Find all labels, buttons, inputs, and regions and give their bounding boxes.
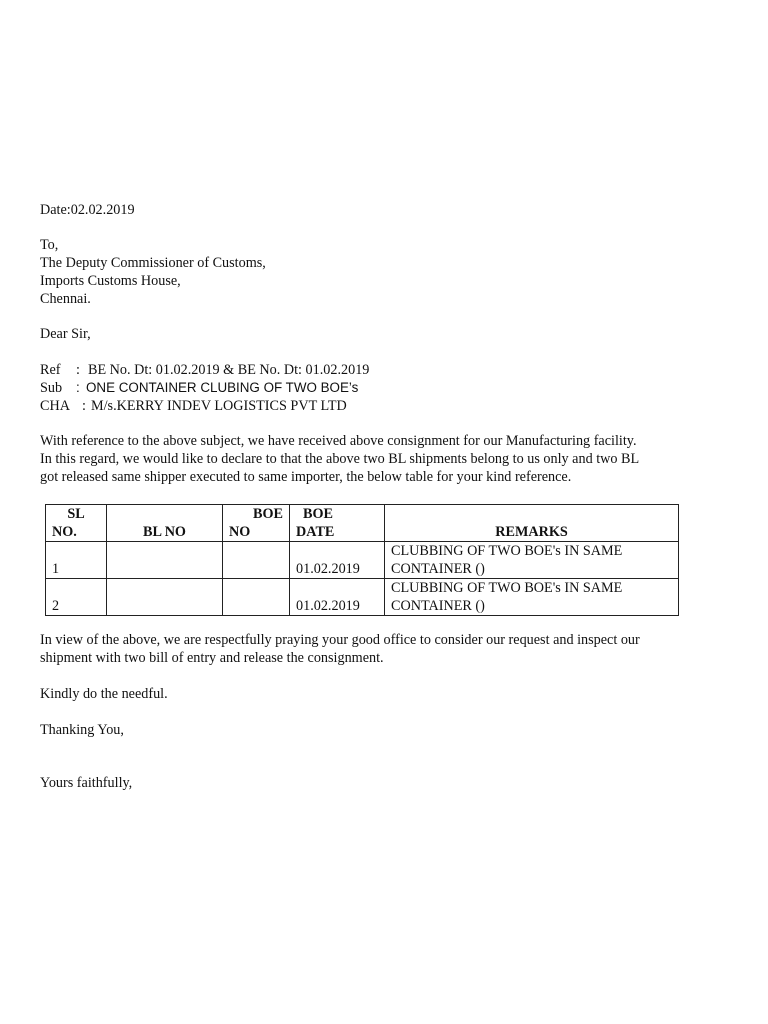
ref-line	[40, 361, 369, 379]
header-remarks: REMARKS	[385, 505, 679, 542]
sub-separator: :	[76, 380, 80, 395]
header-bl-no: BL NO	[107, 505, 223, 542]
cell-boe-no	[223, 579, 290, 616]
cha-line	[40, 397, 347, 415]
sub-value: ONE CONTAINER CLUBING OF TWO BOE’s	[86, 380, 359, 395]
table-header-row	[46, 505, 679, 542]
cell-boe-date: 01.02.2019	[290, 579, 385, 616]
table-row	[46, 579, 679, 616]
ref-label: Ref	[40, 362, 61, 378]
cell-remarks: CLUBBING OF TWO BOE's IN SAME CONTAINER ()	[385, 542, 679, 579]
body-para-2-line-2: shipment with two bill of entry and release the consignment.	[40, 650, 384, 666]
addressee-line-2: Imports Customs House,	[40, 273, 181, 289]
cha-value: M/s.KERRY INDEV LOGISTICS PVT LTD	[91, 398, 347, 414]
body-para-1-line-3: got released same shipper executed to same importer, the below table for your kind reference.	[40, 469, 572, 485]
subject-line	[40, 379, 358, 397]
addressee-to: To,	[40, 237, 59, 253]
addressee-line-1: The Deputy Commissioner of Customs,	[40, 255, 266, 271]
table-row	[46, 542, 679, 579]
cell-sl: 2	[46, 579, 107, 616]
sub-label: Sub	[40, 380, 63, 396]
salutation: Dear Sir,	[40, 326, 91, 342]
ref-value: BE No. Dt: 01.02.2019 & BE No. Dt: 01.02.2019	[88, 362, 370, 378]
body-para-1-line-2: In this regard, we would like to declare to that the above two BL shipments belong to us only and two BL	[40, 451, 640, 467]
header-sl-no: SL NO.	[46, 505, 107, 542]
boe-table	[45, 504, 679, 616]
closing-thanks: Thanking You,	[40, 722, 124, 738]
cell-bl-no	[107, 542, 223, 579]
cell-bl-no	[107, 579, 223, 616]
cell-sl: 1	[46, 542, 107, 579]
cell-remarks: CLUBBING OF TWO BOE's IN SAME CONTAINER ()	[385, 579, 679, 616]
cell-boe-no	[223, 542, 290, 579]
body-para-1-line-1: With reference to the above subject, we have received above consignment for our Manufacturing facility.	[40, 433, 637, 449]
letter-date: Date:02.02.2019	[40, 202, 135, 218]
ref-separator: :	[76, 362, 80, 378]
header-boe-date: BOE DATE	[290, 505, 385, 542]
body-para-2-line-1: In view of the above, we are respectfully praying your good office to consider our request and inspect our	[40, 632, 640, 648]
cha-separator: :	[82, 398, 86, 414]
closing-needful: Kindly do the needful.	[40, 686, 168, 702]
signoff: Yours faithfully,	[40, 775, 133, 791]
header-boe-no: BOE NO	[223, 505, 290, 542]
cell-boe-date: 01.02.2019	[290, 542, 385, 579]
addressee-line-3: Chennai.	[40, 291, 91, 307]
cha-label: CHA	[40, 398, 70, 414]
